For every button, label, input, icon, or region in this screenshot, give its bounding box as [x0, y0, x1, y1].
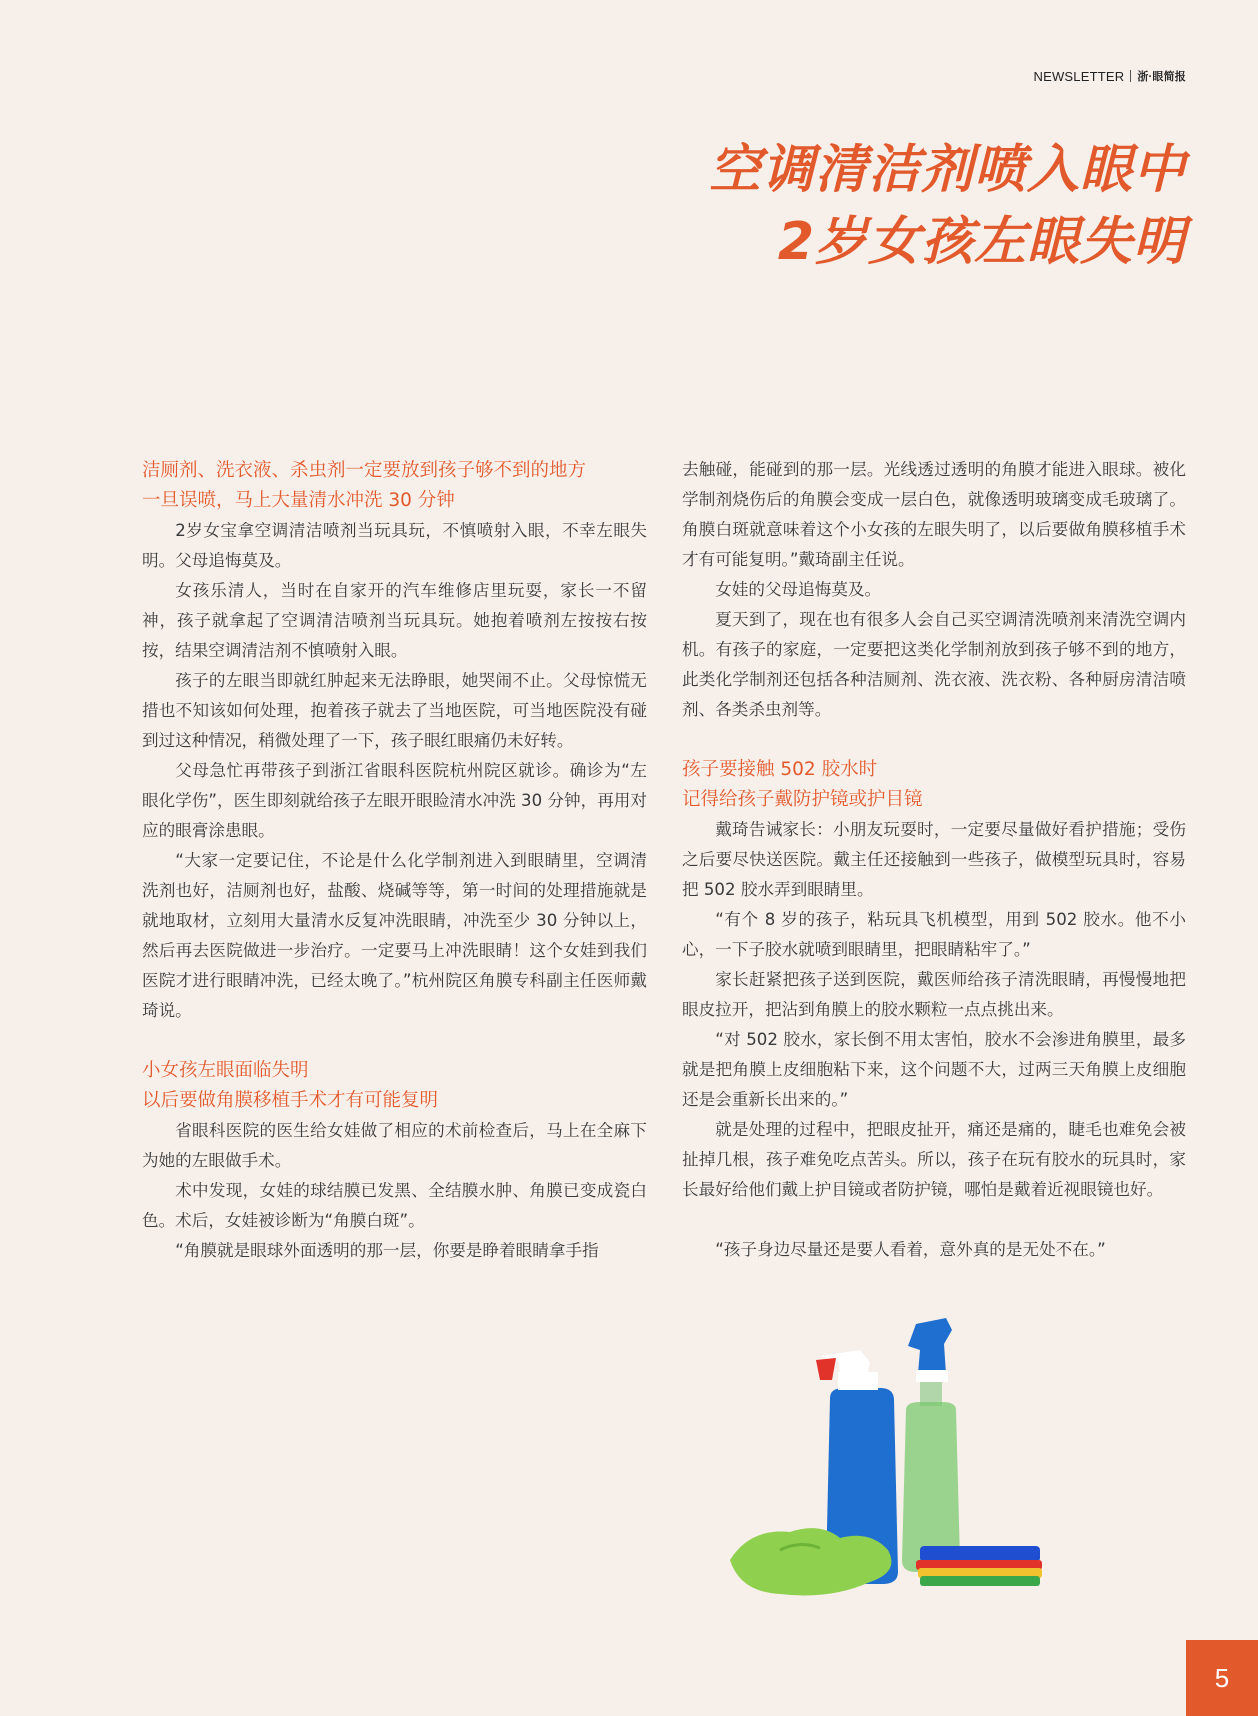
- paragraph: 家长赶紧把孩子送到医院，戴医师给孩子清洗眼睛，再慢慢地把眼皮拉开，把沾到角膜上的胶水颗粒一点点挑出来。: [682, 970, 1186, 1019]
- paragraph: 就是处理的过程中，把眼皮扯开，痛还是痛的，睫毛也难免会被扯掉几根，孩子难免吃点苦头。所以，孩子在玩有胶水的玩具时，家长最好给他们戴上护目镜或者防护镜，哪怕是戴着近视眼镜也好。: [682, 1120, 1186, 1199]
- article-title: [709, 134, 1186, 278]
- paragraph: 女娃的父母追悔莫及。: [715, 580, 882, 599]
- heading-2-line-2: 以后要做角膜移植手术才有可能复明: [142, 1090, 439, 1111]
- left-column: [142, 456, 647, 1266]
- continued-paragraph: 去触碰，能碰到的那一层。光线透过透明的角膜才能进入眼球。被化学制剂烧伤后的角膜会变成一层白色，就像透明玻璃变成毛玻璃了。角膜白斑就意味着这个小女孩的左眼失明了，以后要做角膜移植手术才有可能复明。”戴琦副主任说。: [682, 460, 1186, 569]
- paragraph: “对 502 胶水，家长倒不用太害怕，胶水不会渗进角膜里，最多就是把角膜上皮细胞粘下来，这个问题不大，过两三天角膜上皮细胞还是会重新长出来的。”: [682, 1030, 1186, 1109]
- paragraph: “角膜就是眼球外面透明的那一层，你要是睁着眼睛拿手指: [175, 1241, 599, 1260]
- newsletter-label: NEWSLETTER: [1033, 68, 1125, 84]
- header-divider: [1130, 70, 1131, 82]
- heading-2-line-1: 小女孩左眼面临失明: [142, 1060, 309, 1081]
- paragraph: 省眼科医院的医生给女娃做了相应的术前检查后，马上在全麻下为她的左眼做手术。: [142, 1121, 647, 1170]
- section-heading-2: [142, 1056, 647, 1116]
- green-spray-bottle: [902, 1318, 960, 1572]
- paragraph: “大家一定要记住，不论是什么化学制剂进入到眼睛里，空调清洗剂也好，洁厕剂也好，盐酸、烧碱等等，第一时间的处理措施就是就地取材，立刻用大量清水反复冲洗眼睛，冲洗至少 30 分钟以上，然后再去医院做进一步治疗。一定要马上冲洗眼睛！这个女娃到我们医院才进行眼睛冲洗，已经太晚了。”杭州院区角膜专科副主任医师戴琦说。: [142, 851, 647, 1020]
- brand-label: 浙·眼简报: [1137, 71, 1186, 83]
- heading-1-line-1: 洁厕剂、洗衣液、杀虫剂一定要放到孩子够不到的地方: [142, 460, 587, 481]
- page-number: 5: [1186, 1640, 1258, 1716]
- closing-quote: “孩子身边尽量还是要人看着，意外真的是无处不在。”: [715, 1240, 1106, 1259]
- newsletter-header: [1033, 68, 1186, 84]
- section-gap: [142, 1026, 647, 1056]
- paragraph: 孩子的左眼当即就红肿起来无法睁眼，她哭闹不止。父母惊慌无措也不知该如何处理，抱着孩子就去了当地医院，可当地医院没有碰到过这种情况，稍微处理了一下，孩子眼红眼痛仍未好转。: [142, 671, 647, 750]
- section-heading-3: [682, 755, 1186, 815]
- heading-1-line-2: 一旦误喷，马上大量清水冲洗 30 分钟: [142, 490, 455, 511]
- paragraph: 术中发现，女娃的球结膜已发黑、全结膜水肿、角膜已变成瓷白色。术后，女娃被诊断为“角膜白斑”。: [142, 1181, 647, 1230]
- heading-3-line-1: 孩子要接触 502 胶水时: [682, 759, 878, 780]
- paragraph: “有个 8 岁的孩子，粘玩具飞机模型，用到 502 胶水。他不小心，一下子胶水就喷到眼睛里，把眼睛粘牢了。”: [682, 910, 1186, 959]
- paragraph: 戴琦告诫家长：小朋友玩耍时，一定要尽量做好看护措施；受伤之后要尽快送医院。戴主任还接触到一些孩子，做模型玩具时，容易把 502 胶水弄到眼睛里。: [682, 820, 1186, 899]
- right-column: [682, 455, 1186, 1265]
- title-line-1: 空调清洁剂喷入眼中: [708, 140, 1186, 200]
- sponge-stack: [916, 1546, 1042, 1586]
- section-gap: [682, 725, 1186, 755]
- paragraph: 女孩乐清人，当时在自家开的汽车维修店里玩耍，家长一不留神，孩子就拿起了空调清洁喷剂当玩具玩。她抱着喷剂左按按右按按，结果空调清洁剂不慎喷射入眼。: [142, 581, 647, 660]
- paragraph: 夏天到了，现在也有很多人会自己买空调清洗喷剂来清洗空调内机。有孩子的家庭，一定要把这类化学制剂放到孩子够不到的地方，此类化学制剂还包括各种洁厕剂、洗衣液、洗衣粉、各种厨房清洁喷剂、各类杀虫剂等。: [682, 610, 1186, 719]
- paragraph: 2岁女宝拿空调清洁喷剂当玩具玩，不慎喷射入眼，不幸左眼失明。父母追悔莫及。: [142, 521, 647, 570]
- heading-3-line-2: 记得给孩子戴防护镜或护目镜: [682, 789, 923, 810]
- cleaning-supplies-illustration: [720, 1310, 1080, 1610]
- green-glove: [730, 1528, 891, 1595]
- title-line-2: 2岁女孩左眼失明: [777, 212, 1186, 272]
- section-heading-1: [142, 456, 647, 516]
- paragraph: 父母急忙再带孩子到浙江省眼科医院杭州院区就诊。确诊为“左眼化学伤”，医生即刻就给孩子左眼开眼睑清水冲洗 30 分钟，再用对应的眼膏涂患眼。: [142, 761, 647, 840]
